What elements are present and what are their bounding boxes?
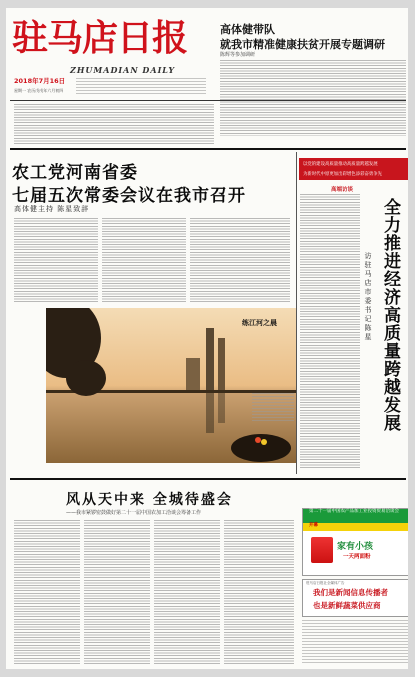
newspaper-page [6,8,408,669]
ad-expo-band: 第二十一届中国农产品加工业投资贸易洽谈会 [303,509,408,523]
commentary-subtitle: 访驻马店市委书记陈星 [364,252,372,342]
main-story-col-1 [14,218,98,303]
ad-tagline: 一天两面粉 [343,554,371,560]
issue-date: 2018年7月16日 [14,77,66,85]
ad-media-top: 驻马店日报社全媒体广告 [306,581,345,585]
ad-expo-band-2: 开幕 [303,523,408,531]
section-divider-2 [10,478,406,480]
ad-media-line-2: 也是新鲜蔬菜供应商 [313,601,381,610]
top-story-headline-2: 就我市精准健康扶贫开展专题调研 [220,38,385,51]
photo-caption: 练江河之晨 [242,318,277,327]
main-story-col-2 [102,218,186,303]
commentary-body [300,194,360,469]
section-col-2 [84,520,150,665]
section-headline: 风从天中来 全城待盛会 [66,492,233,508]
section-col-1 [14,520,80,665]
top-story-subline: 陈辉等参加调研 [220,52,256,58]
ad-media-line-1: 我们是新闻信息传播者 [313,588,388,597]
masthead-english: ZHUMADIAN DAILY [70,65,176,75]
lake-photo [46,308,296,463]
column-divider [296,152,297,474]
flour-bag-icon [311,537,333,563]
masthead-info-lines [76,78,206,96]
ad-agri-expo [302,508,408,576]
main-headline-2: 七届五次常委会议在我市召开 [12,186,246,206]
masthead-title: 驻马店日报 [12,17,188,59]
commentary-title: 全力推进经济高质量跨越发展 [380,198,400,432]
ad-media [302,579,408,617]
main-headline-1: 农工党河南省委 [12,163,138,183]
main-subline: 高体健主持 陈星致辞 [14,205,90,213]
section-divider-1 [10,148,406,150]
section-col-3 [154,520,220,665]
side-banner: 以党的建设高质量推动高质量跨越发展 为新时代中原更加出彩增色添彩奋勇争先 [299,158,408,180]
section-col-4 [224,520,294,665]
top-story-body [220,60,406,136]
ad-brand: 家有小孩 [337,542,374,552]
footer-info [302,620,408,665]
left-brief-body [14,104,214,144]
commentary-label: 高端访谈 [331,187,354,193]
photo-illustration [46,308,296,463]
main-story-col-3 [190,218,290,303]
photo-note [252,393,294,421]
section-subline: ——我市紧锣密鼓做好第二十一届中国农加工洽谈会筹备工作 [66,510,202,516]
weekday-line: 星期一 农历戊戌年六月初四 [14,88,64,93]
top-story-headline-1: 高体健带队 [220,23,275,36]
